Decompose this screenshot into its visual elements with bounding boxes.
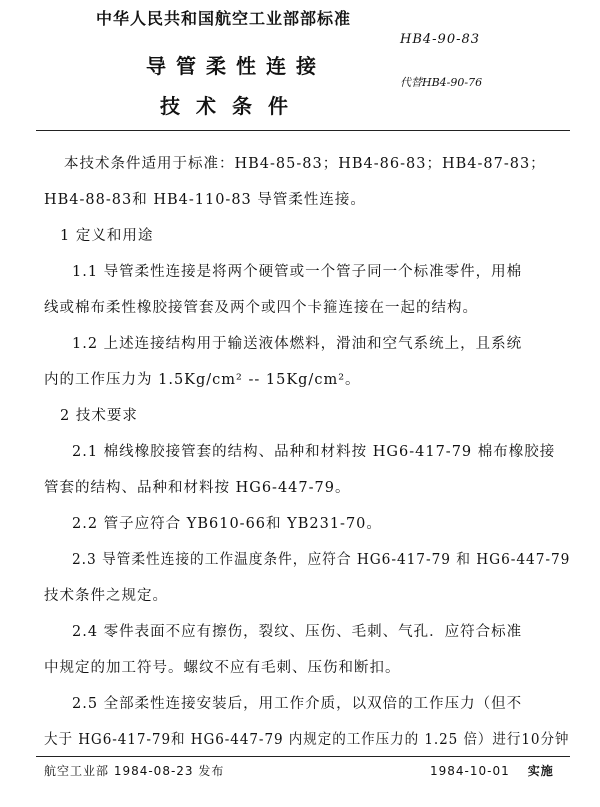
document-title-line2: 技术条件 — [160, 94, 304, 118]
body-line: 2.5 全部柔性连接安装后，用工作介质，以双倍的工作压力（但不 — [72, 696, 523, 712]
body-line: 2.3 导管柔性连接的工作温度条件，应符合 HG6-417-79 和 HG6-447-79 — [72, 552, 571, 568]
standard-number: HB4-90-83 — [400, 32, 481, 47]
body-line: 2.1 棉线橡胶接管套的结构、品种和材料按 HG6-417-79 棉布橡胶接 — [72, 444, 556, 460]
document-title-line1: 导管柔性连接 — [146, 54, 326, 78]
body-line: 线或棉布柔性橡胶接管套及两个或四个卡箍连接在一起的结构。 — [44, 300, 478, 316]
effective-date: 1984-10-01 — [430, 764, 510, 778]
body-line: 2.2 管子应符合 YB610-66和 YB231-70。 — [72, 516, 382, 532]
footer-divider — [36, 756, 570, 757]
body-line: 技术条件之规定。 — [44, 588, 168, 604]
body-line: 2.4 零件表面不应有擦伤，裂纹、压伤、毛刺、气孔．应符合标准 — [72, 624, 523, 640]
body-line: 大于 HG6-417-79和 HG6-447-79 内规定的工作压力的 1.25 倍）进行10分钟 — [44, 732, 570, 748]
section-heading: 1 定义和用途 — [60, 228, 154, 244]
replaces-standard: 代替HB4-90-76 — [400, 76, 483, 89]
effective-info — [430, 762, 554, 779]
header-divider — [36, 130, 570, 131]
body-line: 管套的结构、品种和材料按 HG6-447-79。 — [44, 480, 351, 496]
implement-label: 实施 — [527, 764, 554, 778]
body-line: 1.1 导管柔性连接是将两个硬管或一个管子同一个标准零件，用棉 — [72, 264, 523, 280]
issue-info: 航空工业部 1984-08-23 发布 — [44, 764, 225, 778]
issuing-organization: 中华人民共和国航空工业部部标准 — [96, 9, 352, 28]
body-line: 1.2 上述连接结构用于输送液体燃料，滑油和空气系统上，且系统 — [72, 336, 523, 352]
section-heading: 2 技术要求 — [60, 408, 138, 424]
body-line: 中规定的加工符号。螺纹不应有毛刺、压伤和断扣。 — [44, 660, 401, 676]
body-line: 内的工作压力为 1.5Kg/cm² -- 15Kg/cm²。 — [44, 372, 361, 388]
body-line: HB4-88-83和 HB4-110-83 导管柔性连接。 — [44, 192, 366, 208]
body-line: 本技术条件适用于标准：HB4-85-83；HB4-86-83；HB4-87-83； — [64, 156, 546, 172]
